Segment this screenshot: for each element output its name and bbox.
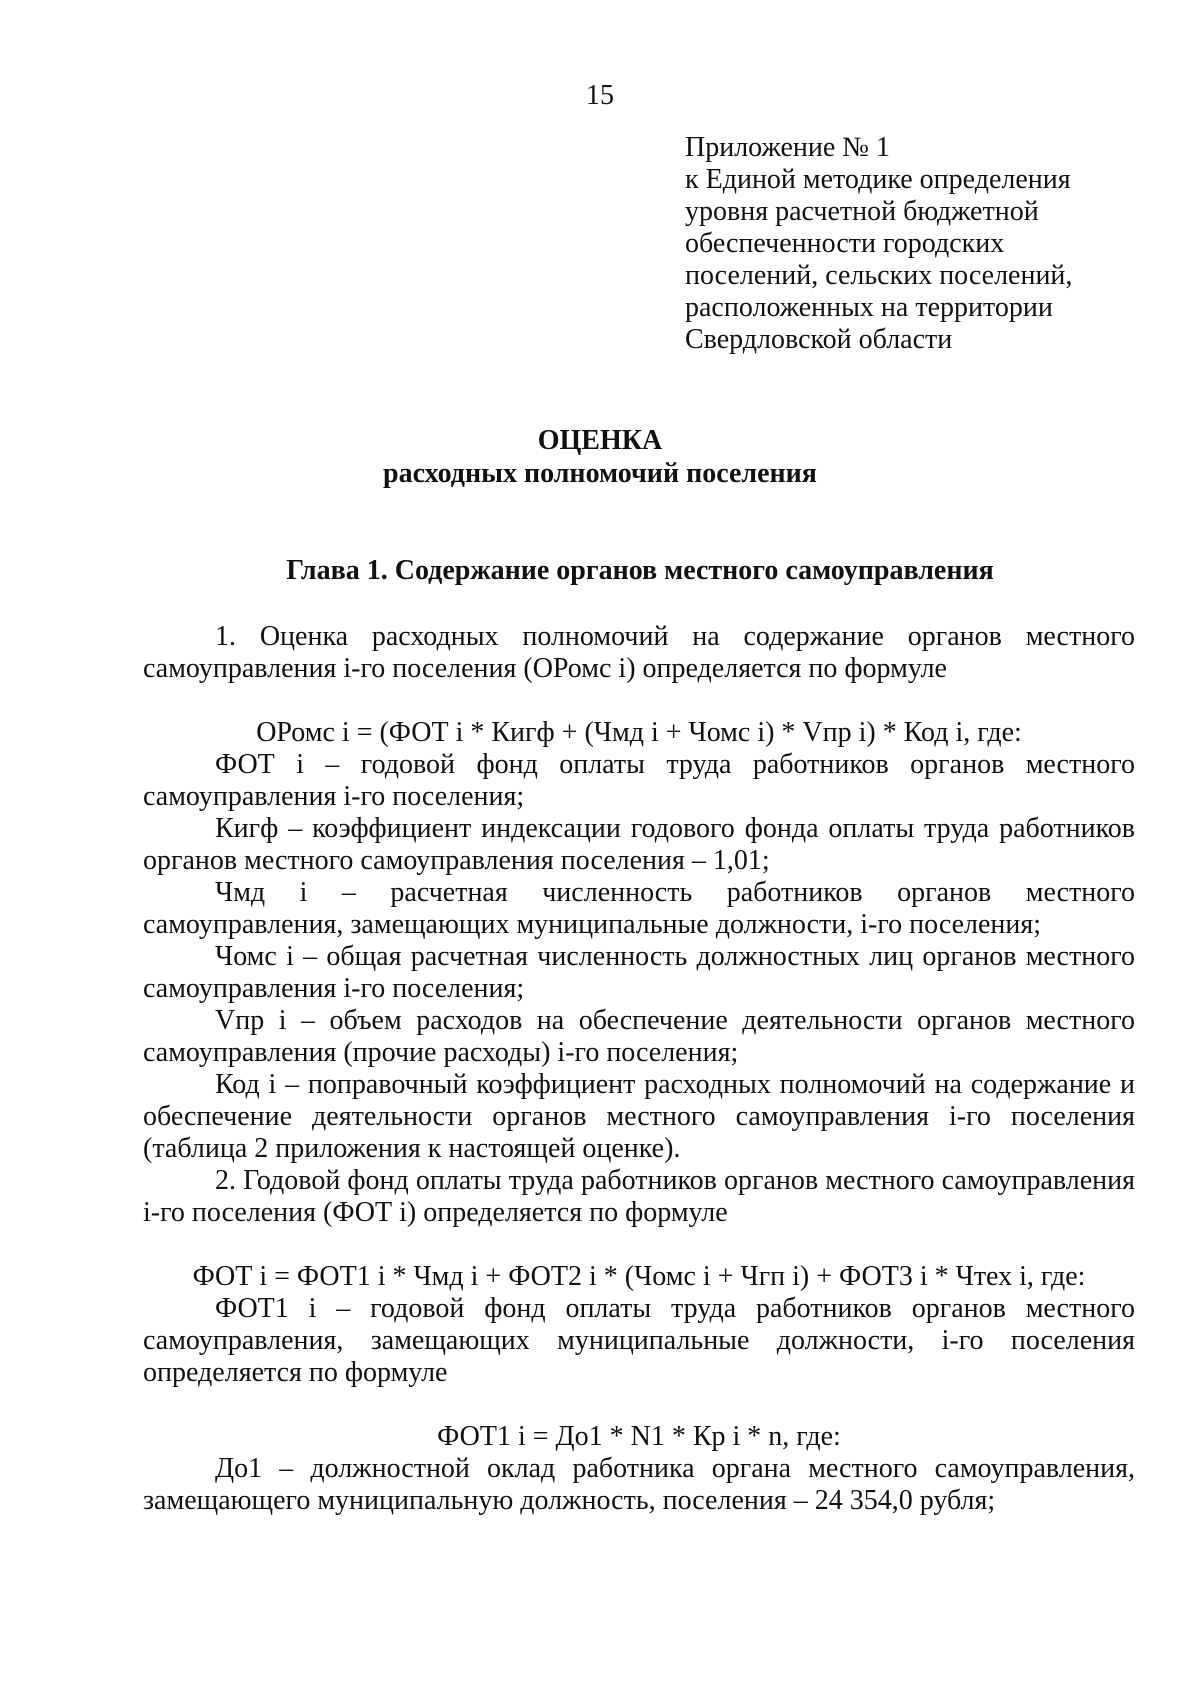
definition-kod: Код i – поправочный коэффициент расходных полномочий на содержание и обеспечение деятельности органов местного самоуправления i-го поселения (таблица 2 приложения к настоящей оценке). (143, 1069, 1135, 1164)
annex-line: уровня расчетной бюджетной (685, 196, 1039, 227)
spacer (143, 1229, 1135, 1261)
paragraph-2: 2. Годовой фонд оплаты труда работников органов местного самоуправления i-го поселения (ФОТ i) определяется по формуле (143, 1165, 1135, 1228)
annex-line: к Единой методике определения (685, 164, 1071, 195)
paragraph-1: 1. Оценка расходных полномочий на содержание органов местного самоуправления i-го поселения (ОРомс i) определяется по формуле (143, 621, 1135, 684)
definition-kigf: Кигф – коэффициент индексации годового фонда оплаты труда работников органов местного самоуправления поселения – 1,01; (143, 813, 1135, 876)
document-body (143, 621, 1135, 1517)
annex-line: Приложение № 1 (685, 132, 890, 163)
document-title: ОЦЕНКА (537, 425, 663, 456)
definition-vpr: Vпр i – объем расходов на обеспечение деятельности органов местного самоуправления (прочие расходы) i-го поселения; (143, 1005, 1135, 1068)
spacer (143, 1389, 1135, 1421)
definition-chmd: Чмд i – расчетная численность работников органов местного самоуправления, замещающих муниципальные должности, i-го поселения; (143, 877, 1135, 940)
spacer (143, 685, 1135, 717)
chapter-heading: Глава 1. Содержание органов местного самоуправления (286, 555, 994, 586)
definition-choms: Чомс i – общая расчетная численность должностных лиц органов местного самоуправления i-го поселения; (143, 941, 1135, 1004)
annex-reference (685, 132, 1125, 356)
annex-line: расположенных на территории (685, 292, 1053, 323)
definition-fot: ФОТ i – годовой фонд оплаты труда работников органов местного самоуправления i-го поселения; (143, 749, 1135, 812)
document-subtitle: расходных полномочий поселения (383, 458, 817, 489)
definition-do1: До1 – должностной оклад работника органа местного самоуправления, замещающего муниципальную должность, поселения – 24 354,0 рубля; (143, 1453, 1135, 1516)
definition-fot1: ФОТ1 i – годовой фонд оплаты труда работников органов местного самоуправления, замещающих муниципальные должности, i-го поселения определяется по формуле (143, 1293, 1135, 1388)
annex-line: обеспеченности городских (685, 228, 1005, 259)
annex-line: поселений, сельских поселений, (685, 260, 1073, 291)
formula-fot: ФОТ i = ФОТ1 i * Чмд i + ФОТ2 i * (Чомс i + Чгп i) + ФОТ3 i * Чтех i, где: (192, 1261, 1086, 1292)
page-number: 15 (586, 80, 614, 111)
annex-line: Свердловской области (685, 324, 953, 355)
formula-fot1: ФОТ1 i = До1 * N1 * Кр i * n, где: (437, 1421, 841, 1452)
formula-oroms: ОРомс i = (ФОТ i * Кигф + (Чмд i + Чомс i) * Vпр i) * Код i, где: (256, 717, 1022, 748)
